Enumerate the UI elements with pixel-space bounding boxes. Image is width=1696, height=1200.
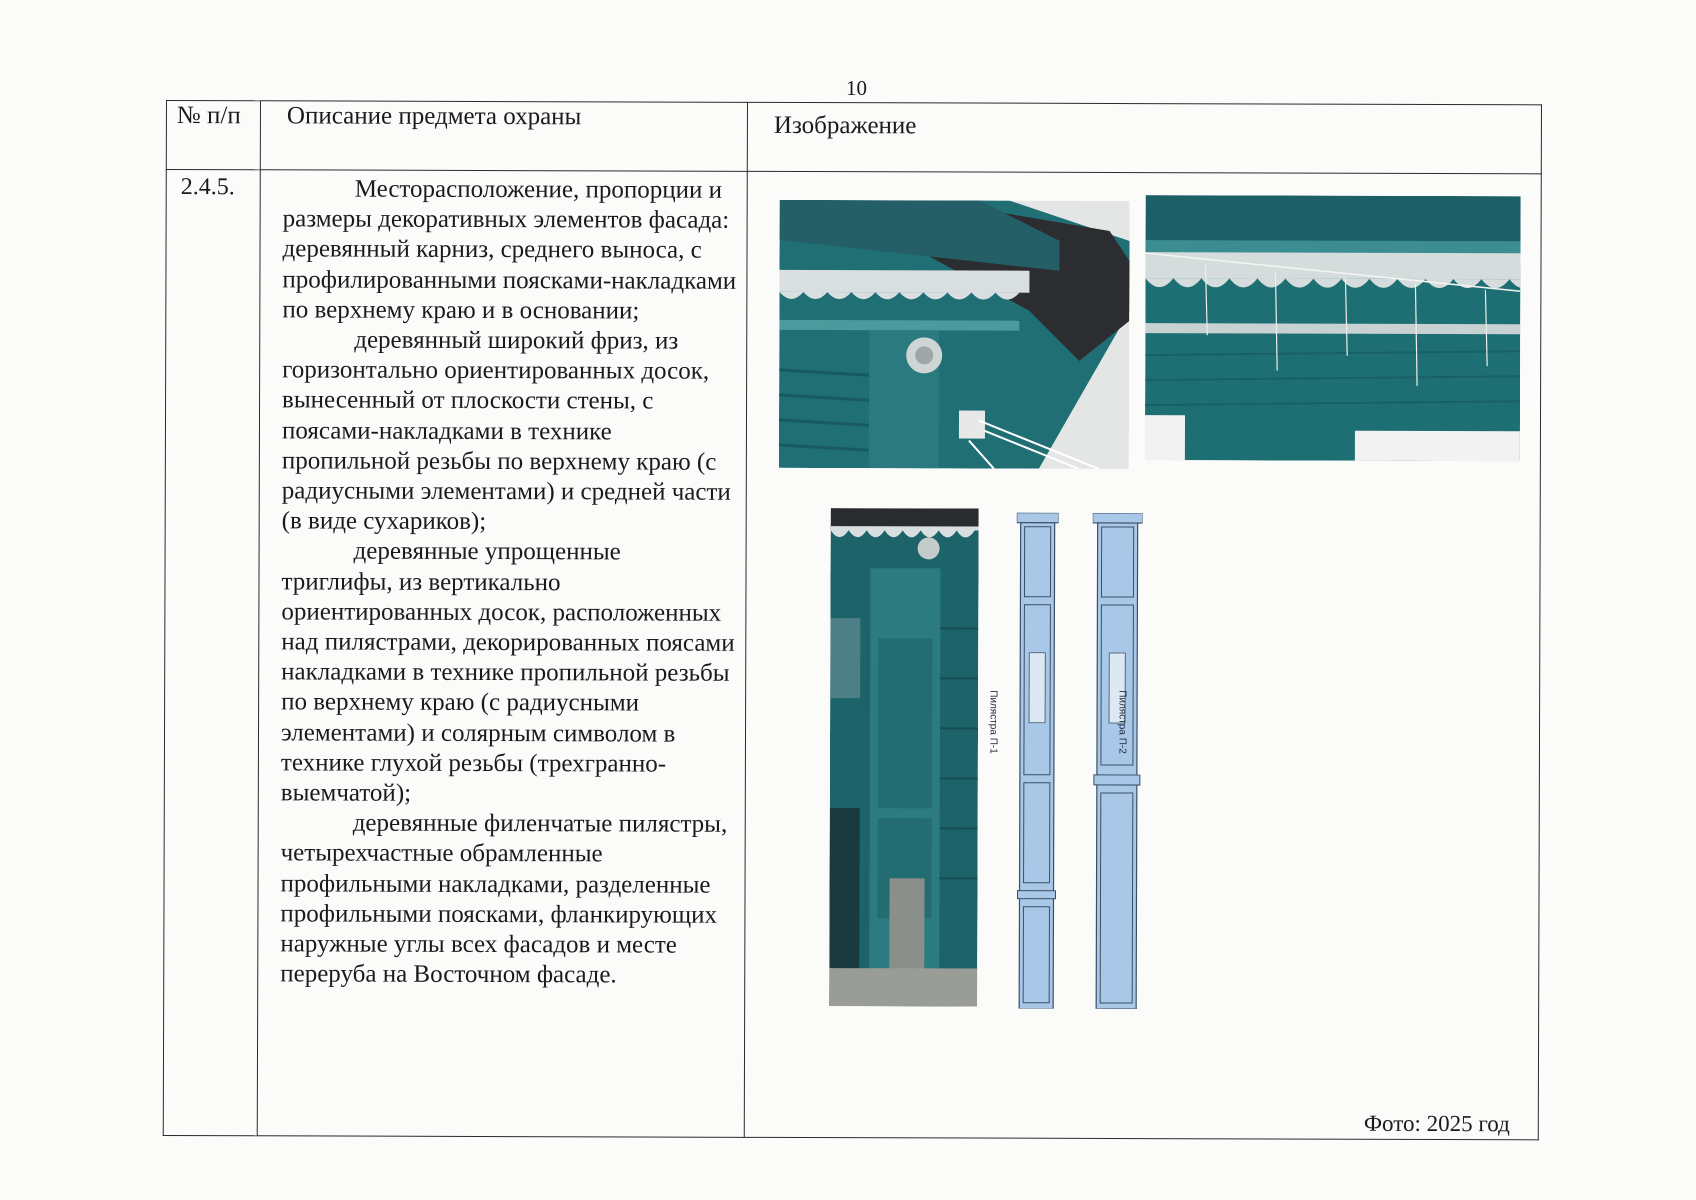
- row-number: 2.4.5.: [163, 170, 260, 1136]
- header-image: Изображение: [747, 102, 1541, 173]
- description-paragraph-3: деревянные упрощенные триглифы, из вертикально ориентированных досок, расположенных над пилястрами, декорированных поясами накладками в технике пропильной резьбы по верхнему краю (с радиусными элементами) и солярным символом в технике глухой резьбы (трехгранно-выемчатой);: [280, 538, 735, 807]
- description-paragraph-1: Месторасположение, пропорции и размеры декоративных элементов фасада: деревянный карниз, среднего выноса, с профилированными поясками-накладками по верхнему краю и в основании;: [282, 175, 737, 325]
- pilaster-p1-drawing: [1015, 513, 1059, 1009]
- pilaster-p2-drawing: [1091, 513, 1143, 1009]
- description-cell: [257, 170, 747, 1138]
- photo-caption: Фото: 2025 год: [1363, 1110, 1510, 1137]
- image-cell: [744, 171, 1541, 1139]
- page-number: 10: [846, 76, 867, 100]
- table-row: [163, 170, 1541, 1140]
- cornice-corner-photo: [779, 200, 1130, 469]
- header-description: Описание предмета охраны: [260, 101, 747, 172]
- protection-table: [163, 100, 1542, 1140]
- pilaster-p2-label: Пилястра П-2: [1116, 690, 1128, 754]
- description-paragraph-4: деревянные филенчатые пилястры, четырехчастные обрамленные профильными накладками, разделенные профильными поясками, фланкирующих наружные углы всех фасадов и месте переруба на Восточном фасаде.: [280, 809, 728, 989]
- pilaster-corner-photo: [829, 508, 979, 1006]
- pilaster-p1-label: Пилястра П-1: [987, 690, 999, 754]
- table-header-row: [166, 101, 1541, 174]
- header-number: № п/п: [166, 101, 260, 170]
- frieze-photo: [1145, 195, 1521, 461]
- description-paragraph-2: деревянный широкий фриз, из горизонтально ориентированных досок, вынесенный от плоскости стены, с поясами-накладками в технике пропильной резьбы по верхнему краю (с радиусными элементами) и средней части (в виде сухариков);: [281, 326, 731, 536]
